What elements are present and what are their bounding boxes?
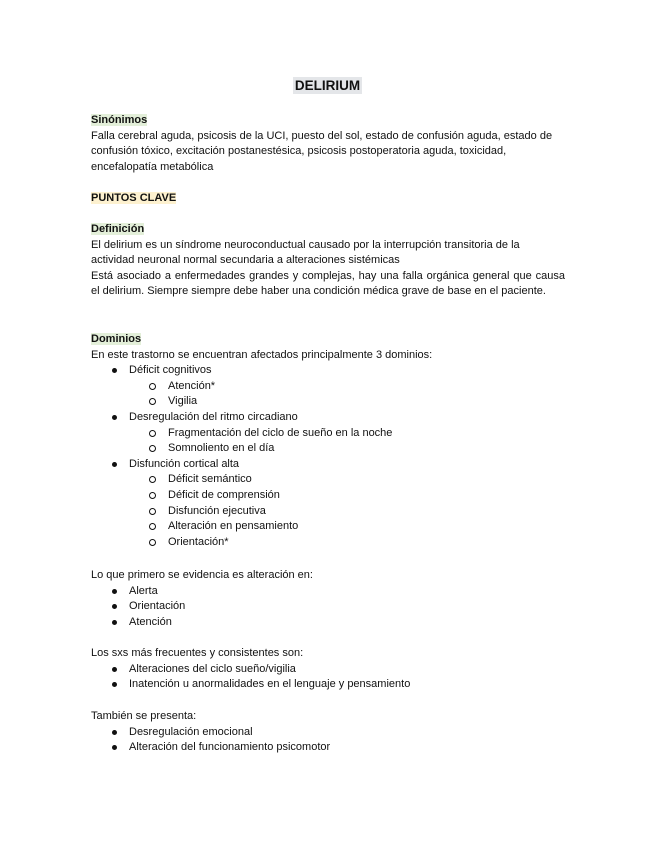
list-subitem: Disfunción ejecutiva xyxy=(91,504,565,520)
list-subitem: Orientación* xyxy=(91,535,565,551)
puntos-clave-section xyxy=(91,191,565,207)
definicion-text-1: El delirium es un síndrome neuroconductual causado por la interrupción transitoria de la actividad neuronal normal secundaria a alteraciones sistémicas xyxy=(91,238,520,267)
sinonimos-heading: Sinónimos xyxy=(91,114,148,126)
puntos-clave-heading: PUNTOS CLAVE xyxy=(91,192,177,204)
tambien-section xyxy=(91,709,565,756)
list-item: Disfunción cortical alta Déficit semántico Déficit de comprensión Disfunción ejecutiva Alteración en pensamiento Orientación* xyxy=(91,457,565,551)
dominios-list xyxy=(91,363,565,550)
list-subitem: Alteración en pensamiento xyxy=(91,519,565,535)
list-subitem: Somnoliento en el día xyxy=(91,441,565,457)
sinonimos-section xyxy=(91,113,565,175)
frecuentes-intro: Los sxs más frecuentes y consistentes son: xyxy=(91,647,304,659)
list-item: Desregulación del ritmo circadiano Fragmentación del ciclo de sueño en la noche Somnoliento en el día xyxy=(91,410,565,457)
list-subitem: Déficit de comprensión xyxy=(91,488,565,504)
primero-intro: Lo que primero se evidencia es alteración en: xyxy=(91,569,313,581)
list-item: Alteraciones del ciclo sueño/vigilia xyxy=(91,662,565,678)
list-item: Inatención u anormalidades en el lenguaje y pensamiento xyxy=(91,677,565,693)
list-subitem: Atención* xyxy=(91,379,565,395)
definicion-text-2: Está asociado a enfermedades grandes y complejas, hay una falla orgánica general que causa el delirium. Siempre siempre debe haber una condición médica grave de base en el paciente. xyxy=(91,269,565,298)
document-title xyxy=(0,77,655,95)
dominios-section xyxy=(91,332,565,550)
list-item: Desregulación emocional xyxy=(91,725,565,741)
tambien-intro: También se presenta: xyxy=(91,710,197,722)
list-subitem: Vigilia xyxy=(91,394,565,410)
list-subitem: Déficit semántico xyxy=(91,472,565,488)
dominios-heading: Dominios xyxy=(91,333,142,345)
primero-section xyxy=(91,568,565,630)
definicion-section xyxy=(91,222,565,300)
list-subitem: Fragmentación del ciclo de sueño en la noche xyxy=(91,426,565,442)
list-item: Atención xyxy=(91,615,565,631)
list-item: Orientación xyxy=(91,599,565,615)
list-item: Alerta xyxy=(91,584,565,600)
title-text: DELIRIUM xyxy=(294,78,361,93)
sinonimos-text: Falla cerebral aguda, psicosis de la UCI, puesto del sol, estado de confusión aguda, estado de confusión tóxico, excitación postanestésica, psicosis postoperatoria aguda, toxicidad, encefalopatía metabólica xyxy=(91,129,553,173)
frecuentes-section xyxy=(91,646,565,693)
list-item: Déficit cognitivos Atención* Vigilia xyxy=(91,363,565,410)
definicion-heading: Definición xyxy=(91,223,145,235)
list-item: Alteración del funcionamiento psicomotor xyxy=(91,740,565,756)
dominios-intro: En este trastorno se encuentran afectados principalmente 3 dominios: xyxy=(91,348,433,361)
